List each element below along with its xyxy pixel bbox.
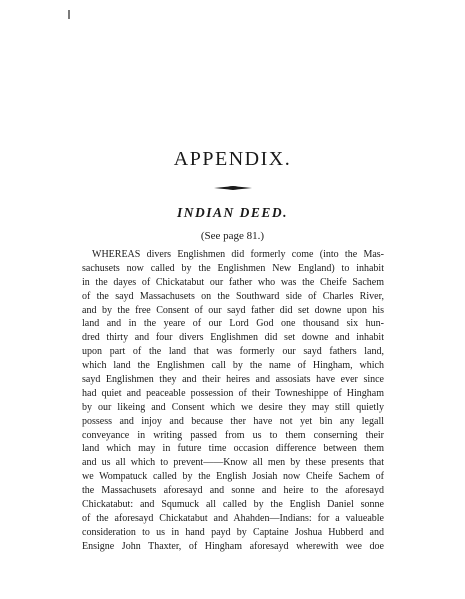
text-line: the Massachusets aforesayd and sonne and heire to the aforesayd (82, 485, 384, 497)
text-line: by our likeing and Consent which we desire they may still quietly (82, 401, 384, 413)
text-line: sayd Englishmen they and their heires and assosiats have ever since (82, 374, 384, 386)
text-line: consideration to us in hand payd by Captaine Joshua Hubberd and (82, 526, 384, 538)
divider-ornament-icon (214, 185, 252, 191)
section-title: INDIAN DEED. (176, 205, 289, 220)
text-line: upon part of the land that was formerly our sayd fathers land, (82, 346, 384, 358)
text-line: and by the free Consent of our sayd father did set downe upon his (82, 304, 384, 316)
text-line: conveyance in writing passed from us to them conserning their (82, 429, 384, 441)
text-line: land which may in future time occasion difference between them (82, 443, 384, 455)
text-line: sachusets now called by the Englishmen New England) to inhabit (82, 262, 384, 274)
text-line: WHEREAS divers Englishmen did formerly come (into the Mas- (92, 249, 384, 260)
text-line: had quiet and peaceable possession of their Towneshippe of Hingham (82, 387, 384, 399)
text-line: Ensigne John Thaxter, of Hingham aforesayd wherewith wee doe (82, 540, 384, 552)
text-line: we Wompatuck called by the English Josiah now Cheife Sachem of (82, 471, 384, 483)
page-mark (68, 10, 70, 19)
text-line: of the aforesayd Chickatabut and Ahahden—Indians: for a valueable (82, 512, 384, 524)
text-line: Chickatabut: and Squmuck all called by the English Daniel sonne (82, 499, 384, 511)
text-line: in the dayes of Chickatabut our father who was the Cheife Sachem (82, 276, 384, 288)
text-line: possess and injoy and because ther have not yet bin any legall (82, 415, 384, 427)
text-line: and us all which to prevent——Know all men by these presents that (82, 457, 384, 469)
text-line: of the sayd Massachusets on the Southward side of Charles River, (82, 290, 384, 302)
page-title: APPENDIX. (173, 148, 292, 170)
page-reference: (See page 81.) (200, 230, 265, 242)
text-line: dred thirty and four divers Englishmen did set downe and inhabit (82, 332, 384, 344)
text-line: which land the Englishmen call by the name of Hingham, which (82, 360, 384, 372)
text-line: land and in the yeare of our Lord God one thousand six hun- (82, 318, 384, 330)
deed-text (82, 248, 384, 554)
